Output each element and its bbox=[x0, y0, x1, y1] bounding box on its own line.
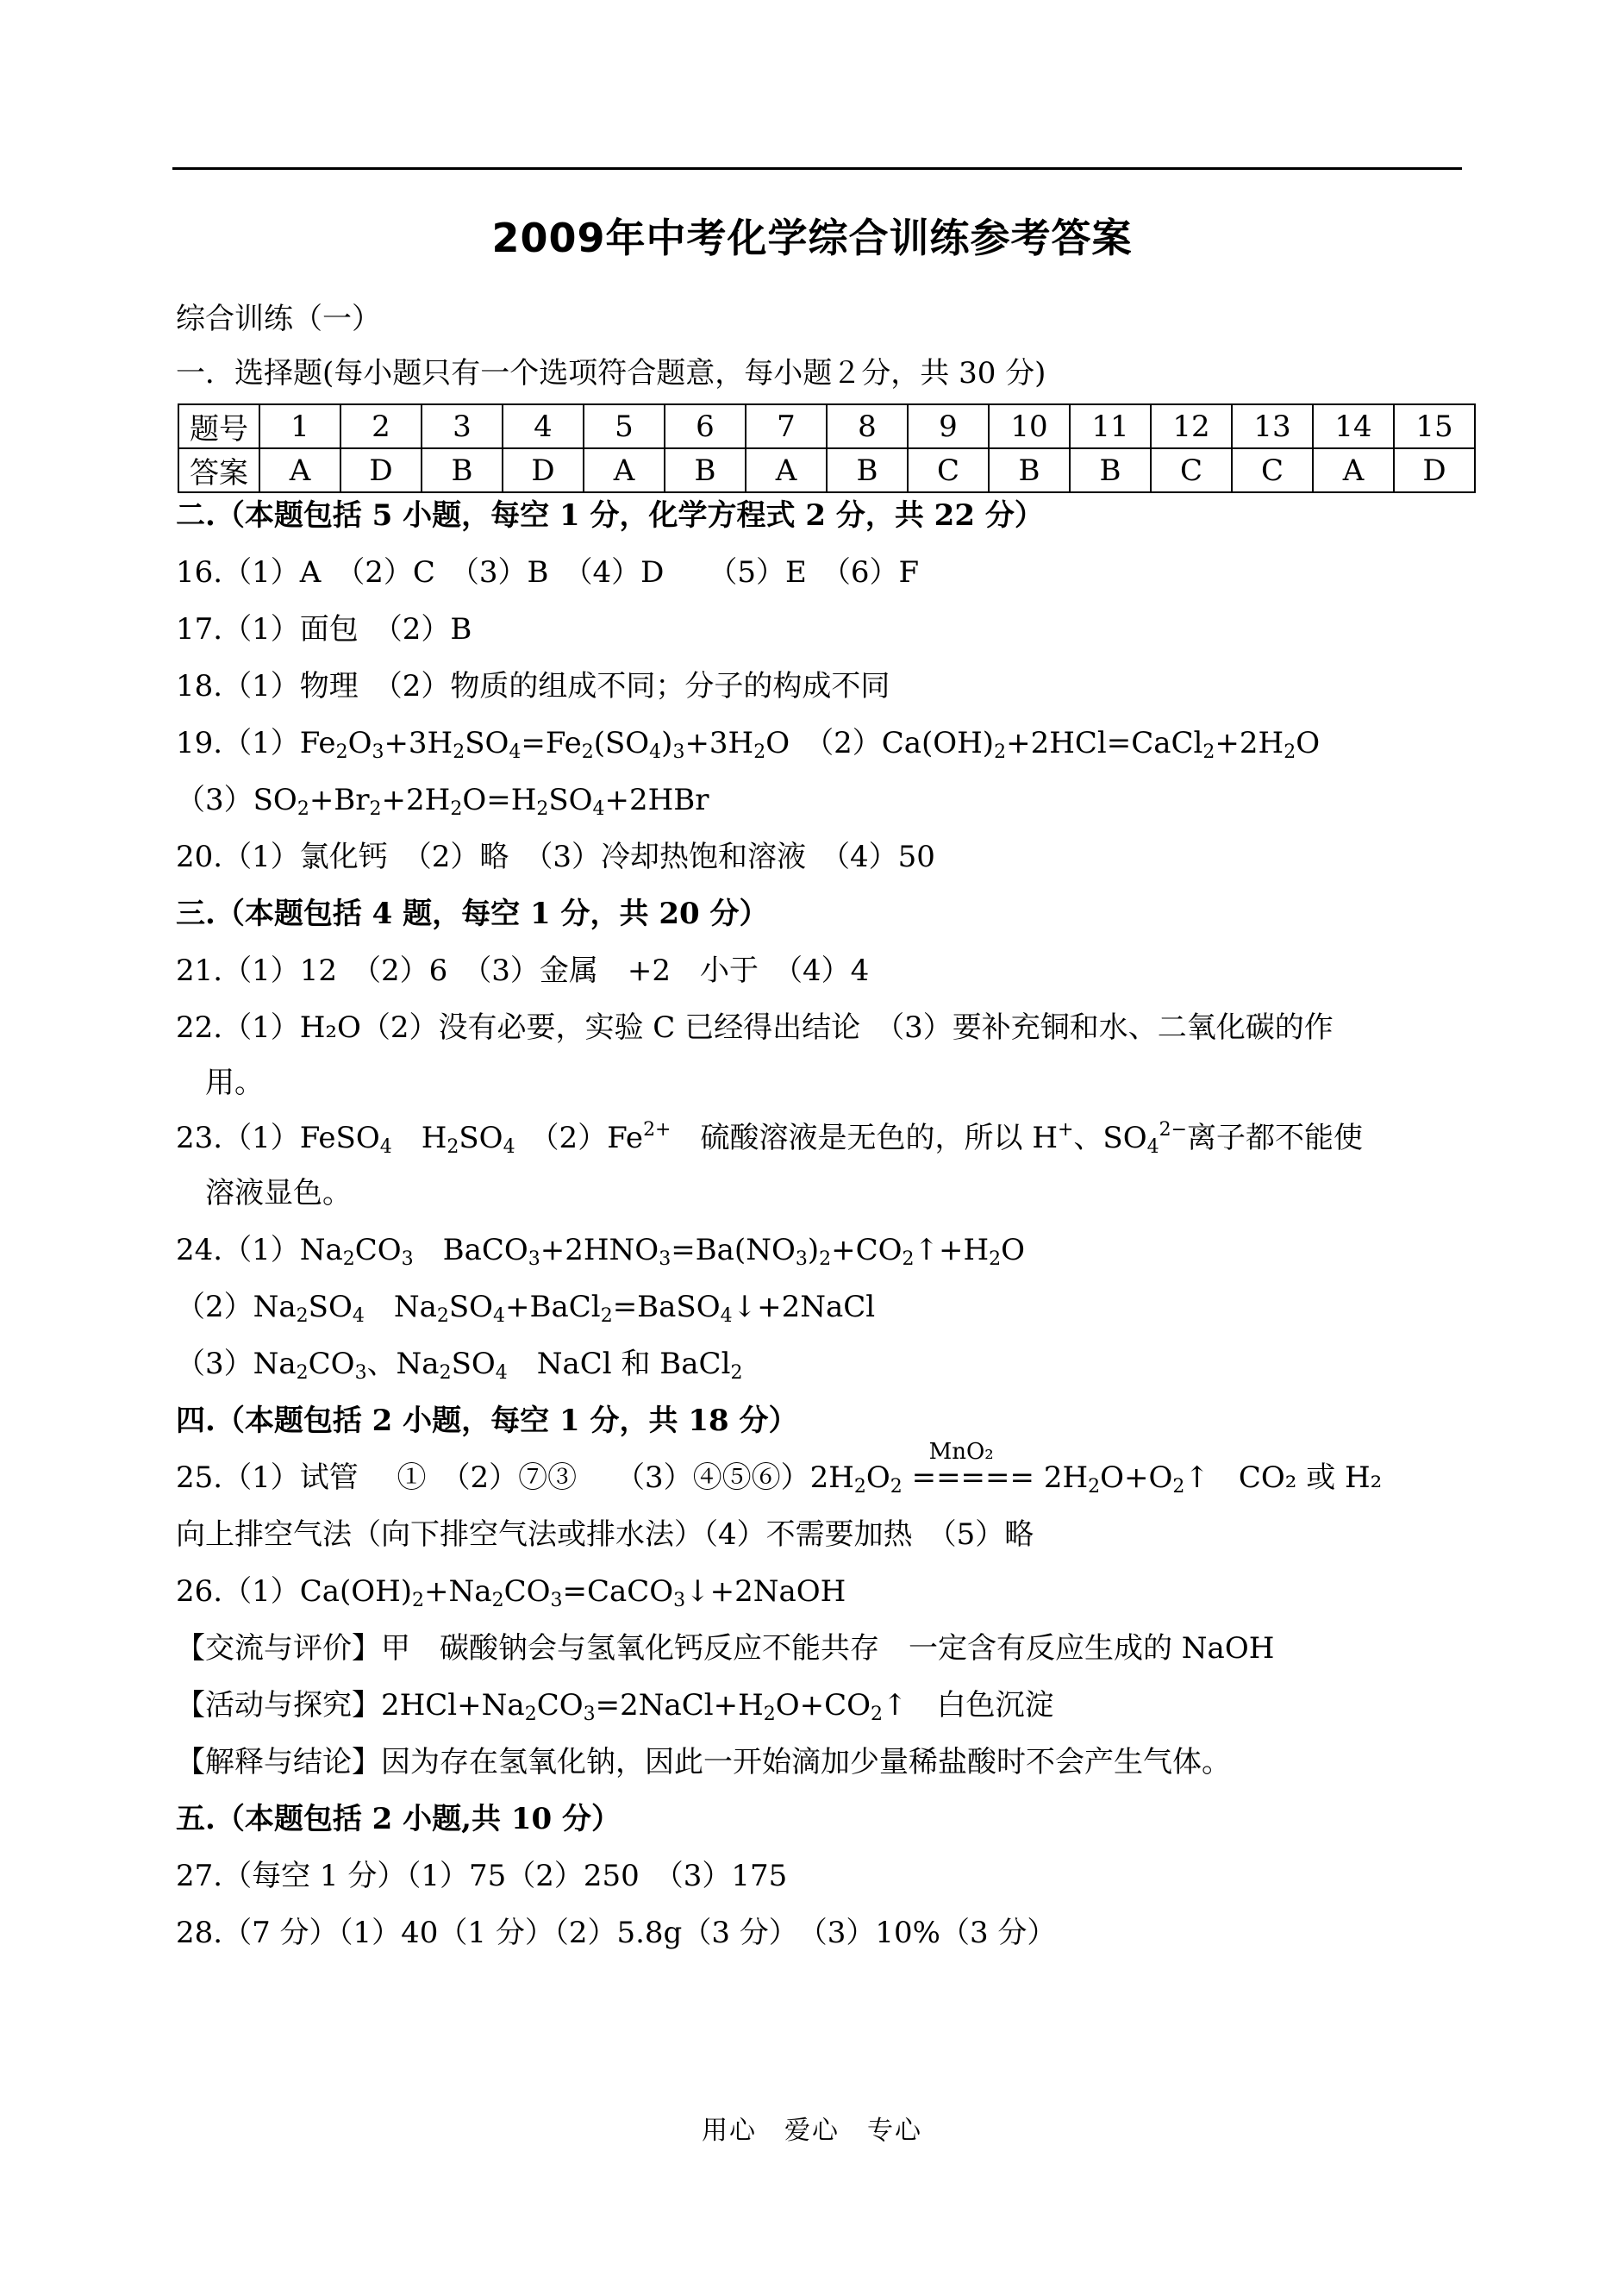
table-cell: A bbox=[259, 448, 340, 492]
answer-q19-line2: $(3)SO_2+Br_2+2H_2O=H_2SO_4+2HBr$ bbox=[176, 783, 709, 820]
page-title: 2009年中考化学综合训练参考答案 bbox=[491, 215, 1133, 261]
table-cell: 4 bbox=[503, 404, 584, 448]
table-cell: 2 bbox=[340, 404, 422, 448]
part5-heading: 五.（本题包括 2 小题,共 10 分） bbox=[176, 1802, 621, 1836]
table-cell: B bbox=[1070, 448, 1151, 492]
top-rule bbox=[172, 167, 1462, 170]
table-cell: 8 bbox=[827, 404, 908, 448]
table-cell: D bbox=[340, 448, 422, 492]
table-row-answers bbox=[178, 448, 1475, 492]
row-label-number: 题号 bbox=[178, 404, 259, 448]
answer-table bbox=[178, 403, 1476, 493]
table-cell: 3 bbox=[422, 404, 503, 448]
table-cell: 10 bbox=[989, 404, 1070, 448]
answer-q26-explore: 【活动与探究】$2HCl+Na_2CO_3=2NaCl+H_2O+CO_2↑$ 白色沉淀 bbox=[176, 1688, 1054, 1725]
table-cell: C bbox=[1232, 448, 1313, 492]
table-cell: A bbox=[746, 448, 827, 492]
table-cell: 5 bbox=[584, 404, 665, 448]
part4-heading: 四.（本题包括 2 小题，每空 1 分，共 18 分） bbox=[176, 1404, 798, 1438]
table-cell: 7 bbox=[746, 404, 827, 448]
row-label-answer: 答案 bbox=[178, 448, 259, 492]
table-cell: C bbox=[908, 448, 989, 492]
part3-heading: 三.（本题包括 4 题，每空 1 分，共 20 分） bbox=[176, 897, 769, 931]
table-cell: B bbox=[989, 448, 1070, 492]
table-cell: 13 bbox=[1232, 404, 1313, 448]
answer-q26-eval: 【交流与评价】甲 碳酸钠会与氢氧化钙反应不能共存 一定含有反应生成的 NaOH bbox=[176, 1631, 1275, 1666]
section-subtitle: 综合训练（一） bbox=[176, 302, 381, 336]
table-cell: 9 bbox=[908, 404, 989, 448]
page-footer: 用心 爱心 专心 bbox=[702, 2116, 922, 2146]
answer-q19: $19.(1)Fe_2O_3+3H_2SO_4=Fe_2(SO_4)_3+3H_2O$ $(2)Ca(OH)_2+2HCl=CaCl_2+2H_2O$ bbox=[176, 726, 1321, 763]
answer-q24-line3: $(3)Na_2CO_3$、$Na_2SO_4$ NaCl 和 BaCl$_2$ bbox=[176, 1347, 743, 1384]
answer-q21: 21.（1）12 （2）6 （3）金属 +2 小于 （4）4 bbox=[176, 954, 870, 988]
answer-q24-line2: $(2)Na_2SO_4$ $Na_2SO_4+BaCl_2=BaSO_4↓+2NaCl$ bbox=[176, 1290, 876, 1327]
part1-heading: 一．选择题(每小题只有一个选项符合题意，每小题２分，共 30 分) bbox=[176, 356, 1046, 391]
table-cell: 1 bbox=[259, 404, 340, 448]
table-cell: A bbox=[584, 448, 665, 492]
table-cell: B bbox=[422, 448, 503, 492]
answer-q23: 23.（1）FeSO$_4$ $H_2SO_4$ $(2)Fe^{2+}$ 硫酸溶液是无色的，所以 H+、$SO_4^{2-}$离子都不能使 bbox=[176, 1119, 1364, 1158]
answer-q20: 20.（1）氯化钙 （2）略 （3）冷却热饱和溶液 （4）50 bbox=[176, 840, 935, 874]
answer-q26: $26.(1)Ca(OH)_2+Na_2CO_3=CaCO_3↓+2NaOH$ bbox=[176, 1574, 846, 1611]
table-row-numbers bbox=[178, 404, 1475, 448]
table-cell: 6 bbox=[665, 404, 746, 448]
table-cell: B bbox=[827, 448, 908, 492]
table-cell: 12 bbox=[1151, 404, 1232, 448]
table-cell: D bbox=[1394, 448, 1475, 492]
answer-q23-line2: 溶液显色。 bbox=[205, 1176, 352, 1210]
table-cell: 11 bbox=[1070, 404, 1151, 448]
answer-q22-line2: 用。 bbox=[205, 1066, 264, 1100]
answer-q27: 27.（每空 1 分）（1）75（2）250 （3）175 bbox=[176, 1859, 788, 1893]
answer-q26-conclusion: 【解释与结论】因为存在氢氧化钠，因此一开始滴加少量稀盐酸时不会产生气体。 bbox=[176, 1745, 1231, 1779]
answer-q22: 22.（1）H₂O（2）没有必要，实验 C 已经得出结论 （3）要补充铜和水、二氧化碳的作 bbox=[176, 1010, 1334, 1045]
table-cell: D bbox=[503, 448, 584, 492]
answer-q17: 17.（1）面包 （2）B bbox=[176, 612, 472, 647]
answer-q24: $24.(1)Na_2CO_3$ $BaCO_3+2HNO_3=Ba(NO_3)_2+CO_2↑+H_2O$ bbox=[176, 1233, 1025, 1270]
table-cell: A bbox=[1313, 448, 1394, 492]
answer-q25-line2: 向上排空气法（向下排空气法或排水法）（4）不需要加热 （5）略 bbox=[176, 1517, 1034, 1552]
table-cell: B bbox=[665, 448, 746, 492]
answer-q18: 18.（1）物理 （2）物质的组成不同；分子的构成不同 bbox=[176, 669, 890, 704]
table-cell: 14 bbox=[1313, 404, 1394, 448]
catalyst-equals: MnO₂ ===== bbox=[911, 1439, 1035, 1495]
answer-q25: 25.（1）试管 ① （2）⑦③ $(3)④⑤⑥)2H_2O_2$ MnO₂ ===== $2H_2O+O_2↑$ CO₂ 或 H₂ bbox=[176, 1439, 1383, 1498]
answer-q16: 16.（1）A （2）C （3）B （4）D （5）E （6）F bbox=[176, 555, 920, 590]
part2-heading: 二.（本题包括 5 小题，每空 1 分，化学方程式 2 分，共 22 分） bbox=[176, 498, 1044, 533]
answer-q28: 28.（7 分）（1）40（1 分）（2）5.8g（3 分） （3）10%（3 分） bbox=[176, 1916, 1057, 1950]
table-cell: 15 bbox=[1394, 404, 1475, 448]
table-cell: C bbox=[1151, 448, 1232, 492]
